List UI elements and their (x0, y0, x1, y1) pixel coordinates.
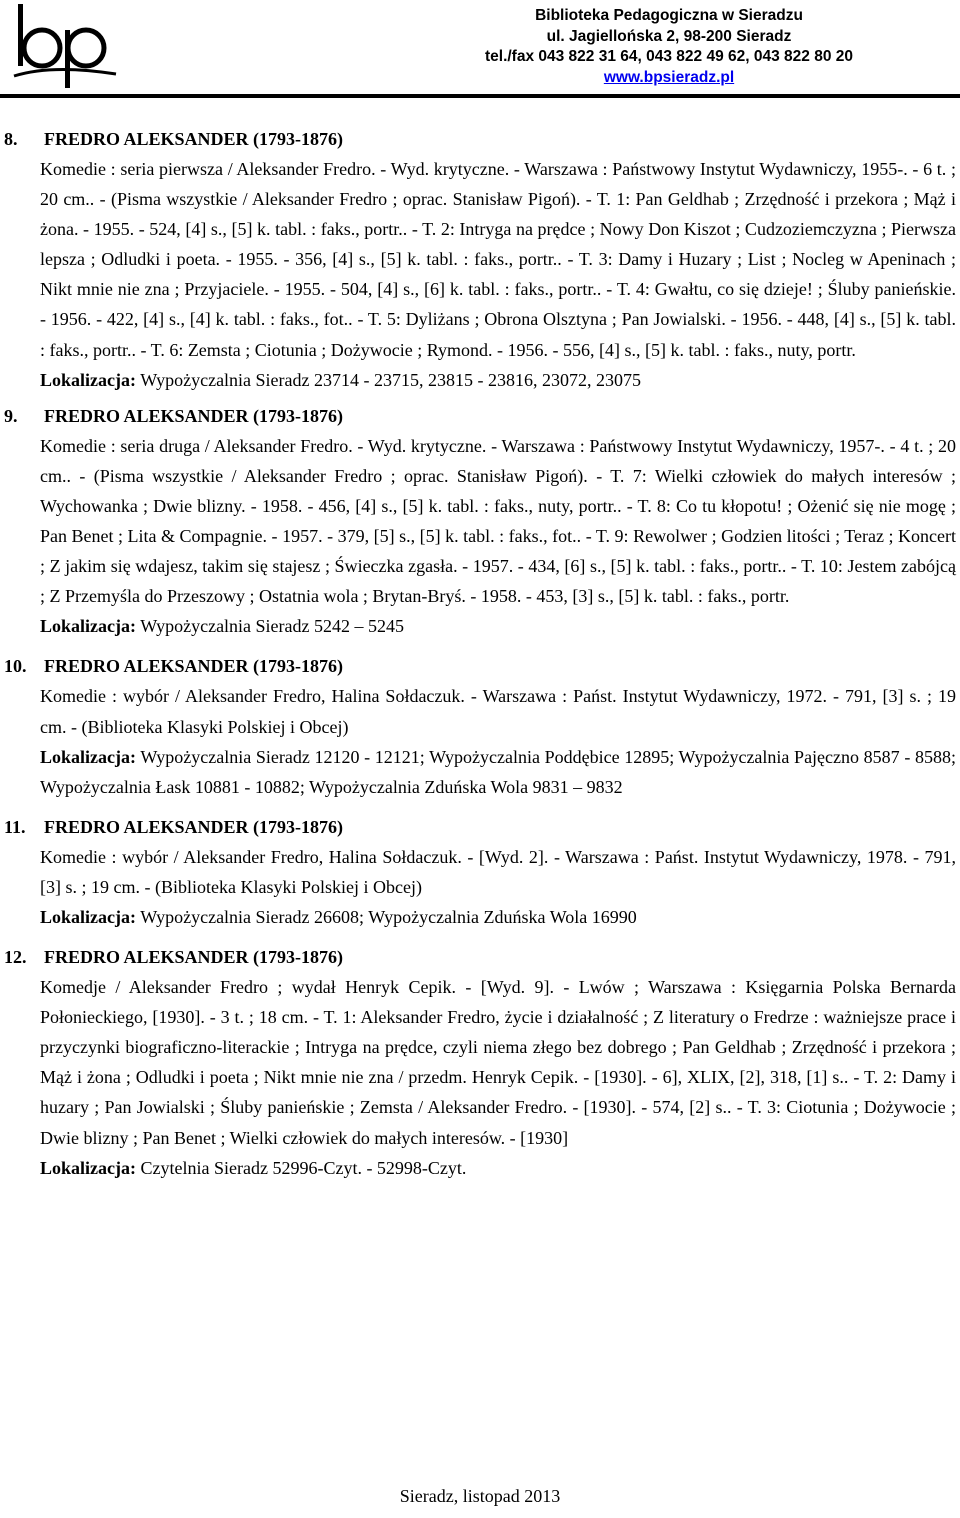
entry-description: Komedje / Aleksander Fredro ; wydał Henryk Cepik. - [Wyd. 9]. - Lwów ; Warszawa : Księgarnia Polska Bernarda Połonieckiego, [1930]. - 3 t. ; 18 cm. - T. 1: Aleksander Fredro, życie i działalność ; Z literatury o Fredrze : ważniejsze prace i przyczynki biograficzno-literackie ; Intryga na prędce, czyli niema złego bez dobrego ; Pan Geldhab ; Zrzędność i przekora ; Mąż i żona ; Odludki i poeta ; Nikt mnie nie zna / przedm. Henryk Cepik. - [1930]. - 6], XLIX, [2], 318, [1] s.. - T. 2: Damy i huzary ; Pan Jowialski ; Śluby panieńskie ; Zemsta / Aleksander Fredro. - [1930]. - 574, [2] s.. - T. 3: Ciotunia ; Dożywocie ; Dwie blizny ; Pan Benet ; Wielki człowiek do małych interesów. - [1930] (40, 977, 956, 1148)
entry-heading (0, 651, 960, 681)
location-label: Lokalizacja: (40, 616, 136, 637)
entry-body (40, 154, 956, 395)
bibliography-list (0, 96, 960, 1183)
bibliography-entry (0, 401, 960, 642)
location-label: Lokalizacja: (40, 1157, 136, 1178)
entry-heading (0, 124, 960, 154)
entry-body (40, 681, 956, 801)
entry-description: Komedie : seria druga / Aleksander Fredro. - Wyd. krytyczne. - Warszawa : Państwowy Instytut Wydawniczy, 1957-. - 4 t. ; 20 cm.. - (Pisma wszystkie / Aleksander Fredro ; oprac. Stanisław Pigoń). - T. 7: Wielki człowiek do małych interesów ; Wychowanka ; Dwie blizny. - 1958. - 456, [4] s., [5] k. tabl. : faks., nuty, portr.. - T. 8: Co tu kłopotu! ; Ożenić się nie mogę ; Pan Benet ; Lita & Compagnie. - 1957. - 379, [5] s., [5] k. tabl. : faks., fot.. - T. 9: Rewolwer ; Godzien litości ; Teraz ; Koncert ; Z jakim się wdajesz, takim się stajesz ; Świeczka zgasła. - 1957. - 434, [6] s., [5] k. tabl. : faks., portr.. - T. 10: Jestem zabójcą ; Z Przemyśla do Przeszowy ; Ostatnia wola ; Brytan-Bryś. - 1958. - 453, [3] s., [5] k. tabl. : faks., portr. (40, 435, 956, 607)
library-logo (12, 4, 120, 90)
entry-author: FREDRO ALEKSANDER (1793-1876) (44, 816, 344, 837)
entry-location: Wypożyczalnia Sieradz 26608; Wypożyczalnia Zduńska Wola 16990 (140, 906, 637, 927)
entry-description: Komedie : seria pierwsza / Aleksander Fredro. - Wyd. krytyczne. - Warszawa : Państwowy Instytut Wydawniczy, 1955-. - 6 t. ; 20 cm.. - (Pisma wszystkie / Aleksander Fredro ; oprac. Stanisław Pigoń). - T. 1: Pan Geldhab ; Zrzędność i przekora ; Mąż i żona. - 1955. - 524, [4] s., [5] k. tabl. : faks., portr.. - T. 2: Intryga na prędce ; Nowy Don Kiszot ; Cudzoziemczyzna ; Pierwsza lepsza ; Odludki i poeta. - 1955. - 356, [4] s., [5] k. tabl. : faks., portr.. - T. 3: Damy i Huzary ; List ; Nocleg w Apeninach ; Nikt mnie nie zna ; Przyjaciele. - 1955. - 504, [4] s., [6] k. tabl. : faks., portr.. - T. 4: Gwałtu, co się dzieje! ; Śluby panieńskie. - 1956. - 422, [4] s., [4] k. tabl. : faks., fot.. - T. 5: Dyliżans ; Obrona Olsztyna ; Pan Jowialski. - 1956. - 448, [4] s., [5] k. tabl. : faks., portr.. - T. 6: Zemsta ; Ciotunia ; Dożywocie ; Rymond. - 1956. - 556, [4] s., [5] k. tabl. : faks., nuty, portr. (40, 159, 956, 360)
bibliography-entry (0, 942, 960, 1183)
entry-location: Wypożyczalnia Sieradz 5242 – 5245 (140, 616, 405, 637)
library-contact-info (474, 6, 864, 88)
bp-logo-icon (12, 4, 120, 90)
library-address: ul. Jagiellońska 2, 98-200 Sieradz (546, 27, 792, 45)
location-label: Lokalizacja: (40, 906, 136, 927)
entry-heading (0, 401, 960, 431)
entry-author: FREDRO ALEKSANDER (1793-1876) (44, 947, 344, 968)
bibliography-entry (0, 812, 960, 932)
entry-number: 9. (4, 405, 18, 426)
entry-description: Komedie : wybór / Aleksander Fredro, Halina Sołdaczuk. - [Wyd. 2]. - Warszawa : Państ. Instytut Wydawniczy, 1978. - 791, [3] s. ; 19 cm. - (Biblioteka Klasyki Polskiej i Obcej) (40, 846, 956, 897)
location-label: Lokalizacja: (40, 369, 136, 390)
entry-author: FREDRO ALEKSANDER (1793-1876) (44, 129, 344, 149)
bibliography-entry (0, 124, 960, 395)
entry-body (40, 431, 956, 642)
entry-location: Wypożyczalnia Sieradz 12120 - 12121; Wypożyczalnia Poddębice 12895; Wypożyczalnia Pajęczno 8587 - 8588; Wypożyczalnia Łask 10881 - 10882; Wypożyczalnia Zduńska Wola 9831 – 9832 (40, 746, 956, 797)
library-website-link[interactable]: www.bpsieradz.pl (603, 68, 735, 86)
entry-number: 8. (4, 129, 18, 149)
entry-heading (0, 812, 960, 842)
entry-heading (0, 942, 960, 972)
library-name: Biblioteka Pedagogiczna w Sieradzu (535, 7, 803, 24)
entry-number: 10. (4, 656, 27, 677)
entry-number: 11. (4, 816, 26, 837)
location-label: Lokalizacja: (40, 746, 136, 767)
library-phones: tel./fax 043 822 31 64, 043 822 49 62, 043 822 80 20 (484, 48, 853, 65)
page-footer: Sieradz, listopad 2013 (399, 1486, 561, 1506)
entry-body (40, 972, 956, 1183)
entry-number: 12. (4, 947, 27, 968)
entry-body (40, 842, 956, 932)
entry-description: Komedie : wybór / Aleksander Fredro, Halina Sołdaczuk. - Warszawa : Państ. Instytut Wydawniczy, 1972. - 791, [3] s. ; 19 cm. - (Biblioteka Klasyki Polskiej i Obcej) (40, 686, 956, 737)
bibliography-entry (0, 651, 960, 801)
entry-location: Czytelnia Sieradz 52996-Czyt. - 52998-Czyt. (140, 1157, 467, 1178)
entry-location: Wypożyczalnia Sieradz 23714 - 23715, 23815 - 23816, 23072, 23075 (140, 369, 642, 390)
entry-author: FREDRO ALEKSANDER (1793-1876) (44, 405, 344, 426)
entry-author: FREDRO ALEKSANDER (1793-1876) (44, 656, 344, 677)
